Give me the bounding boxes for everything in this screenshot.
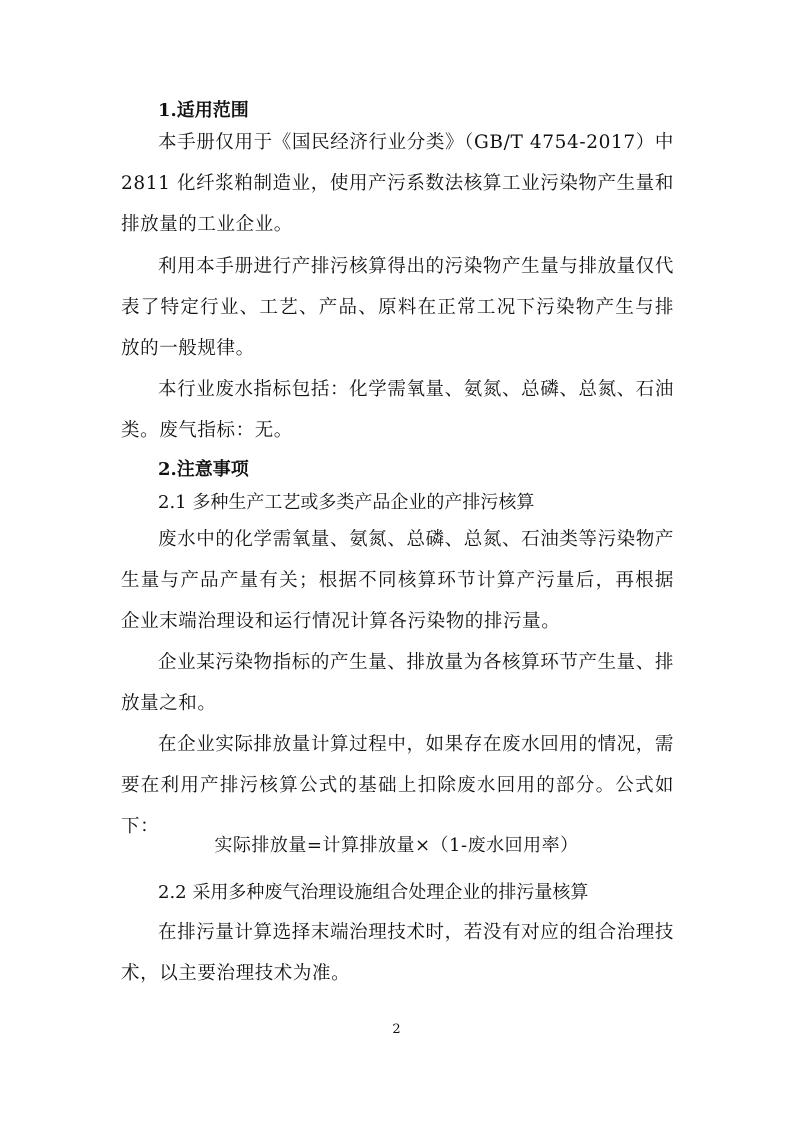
subsection-2-1-paragraph-3: 在企业实际排放量计算过程中，如果存在废水回用的情况，需要在利用产排污核算公式的基础上扣除废水回用的部分。公式如下： [121,734,674,837]
subsection-2-1-paragraph-1: 废水中的化学需氧量、氨氮、总磷、总氮、石油类等污染物产生量与产品产量有关；根据不同核算环节计算产污量后，再根据企业末端治理设和运行情况计算各污染物的排污量。 [121,529,674,632]
subsection-2-1-heading: 2.1 多种生产工艺或多类产品企业的产排污核算 [158,492,535,513]
section-1-paragraph-2: 利用本手册进行产排污核算得出的污染物产生量与排放量仅代表了特定行业、工艺、产品、原料在正常工况下污染物产生与排放的一般规律。 [121,256,674,359]
subsection-2-2-heading: 2.2 采用多种废气治理设施组合处理企业的排污量核算 [158,882,589,903]
section-2-heading: 2.注意事项 [158,459,249,480]
subsection-2-1-paragraph-2: 企业某污染物指标的产生量、排放量为各核算环节产生量、排放量之和。 [121,652,674,714]
emission-formula: 实际排放量=计算排放量×（1-废水回用率） [214,835,579,856]
section-1-heading: 1.适用范围 [158,100,249,121]
subsection-2-2-paragraph-1: 在排污量计算选择末端治理技术时，若没有对应的组合治理技术，以主要治理技术为准。 [121,922,674,984]
section-1-paragraph-1: 本手册仅用于《国民经济行业分类》（GB/T 4754-2017）中 2811 化纤浆粕制造业，使用产污系数法核算工业污染物产生量和排放量的工业企业。 [121,132,674,235]
page-number: 2 [392,1022,401,1037]
section-1-paragraph-3: 本行业废水指标包括：化学需氧量、氨氮、总磷、总氮、石油类。废气指标：无。 [121,379,674,441]
